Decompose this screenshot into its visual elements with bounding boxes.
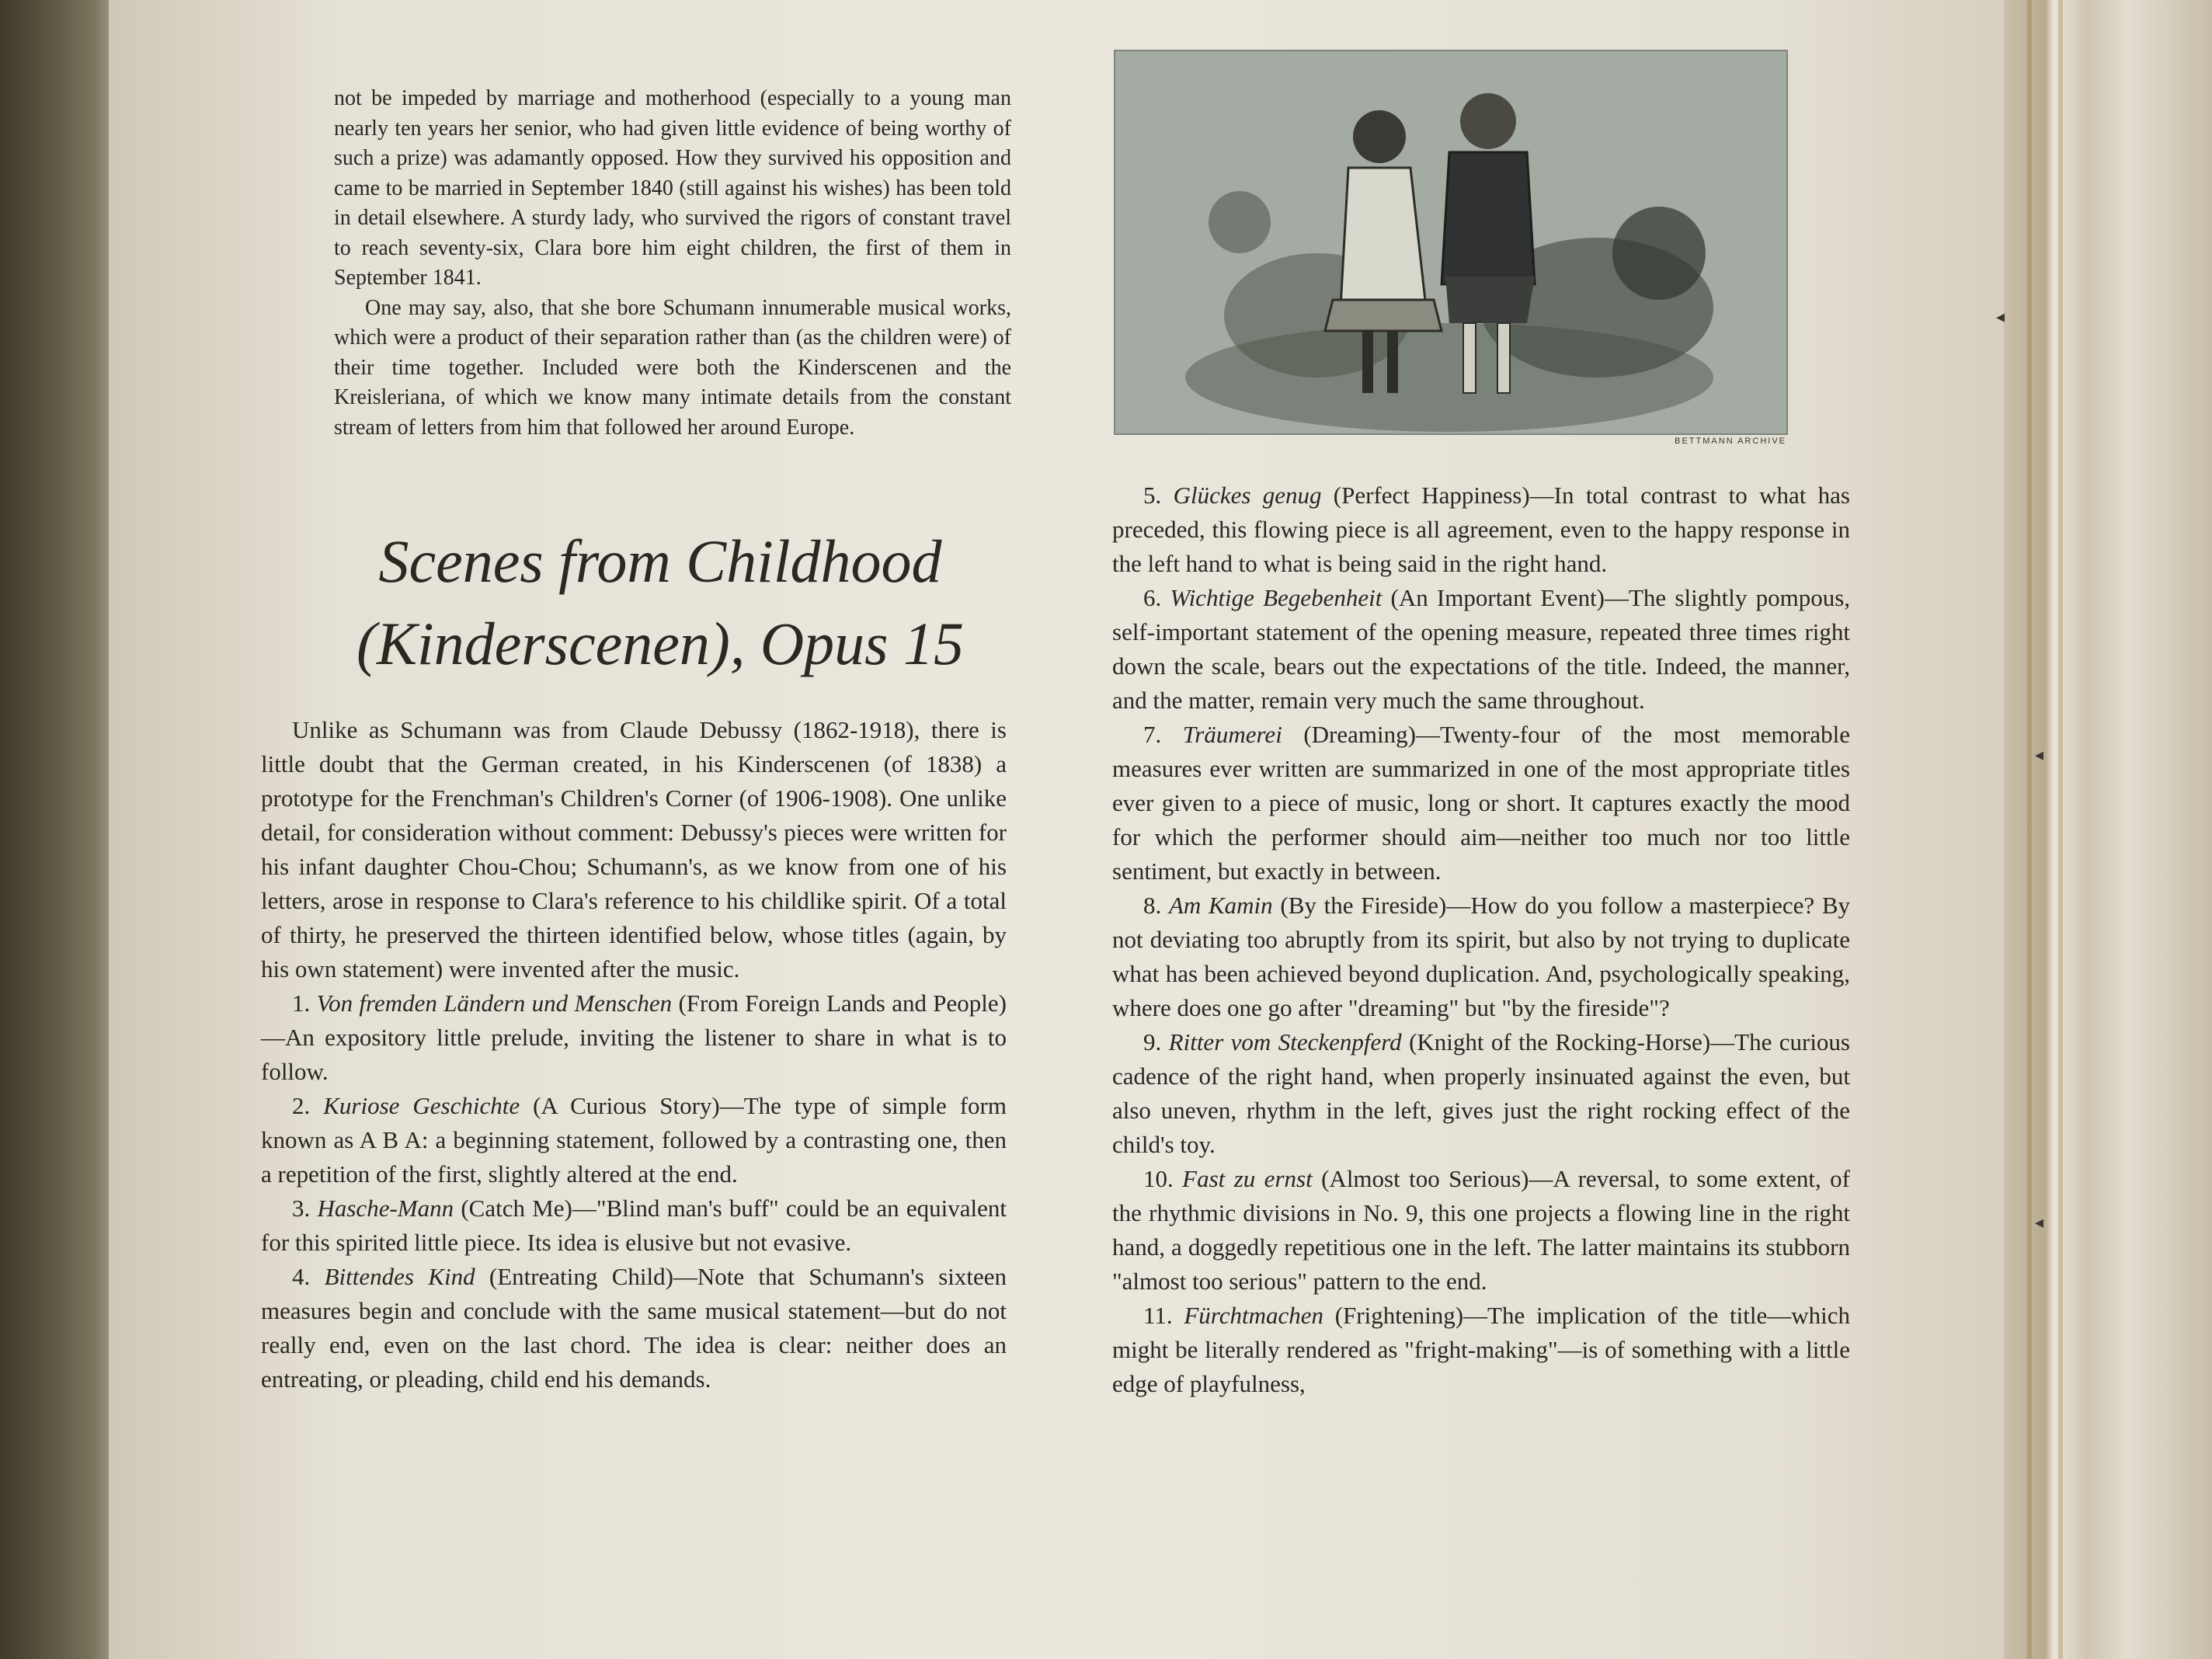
page-edge-line [2058, 0, 2063, 1659]
page-edge-line [2027, 0, 2032, 1659]
page-stack-edge [2004, 0, 2212, 1659]
item-title: Kuriose Geschichte [323, 1092, 520, 1119]
item-text: (By the Fireside)—How do you follow a masterpiece? By not deviating too abruptly from its spirit, but also by not trying to duplicate what has been achieved beyond duplication. And, psychologically speaking, where does one go after "dreaming" but "by the fireside"? [1112, 892, 1851, 1021]
item-title: Am Kamin [1168, 892, 1273, 919]
list-item [1112, 889, 1850, 1025]
section-title [256, 520, 1064, 685]
list-item [1112, 1299, 1850, 1401]
item-title: Ritter vom Steckenpferd [1168, 1028, 1402, 1056]
engraving-illustration [1114, 50, 1788, 435]
intro-paragraph-2: One may say, also, that she bore Schumann innumerable musical works, which were a product of their separation rather than (as the children were) of their time together. Included were both the Kinderscenen and the Kreisleriana, of which we know many intimate details from the constant stream of letters from him that followed her around Europe. [334, 295, 1011, 440]
item-text: (Frightening)—The implication of the title—which might be literally rendered as "fright-making"—is of something with a little edge of playfulness, [1112, 1302, 1850, 1397]
item-title: Von fremden Ländern und Menschen [316, 989, 673, 1017]
list-item [1112, 718, 1850, 889]
book-spine-shadow [0, 0, 117, 1659]
list-item [1112, 581, 1850, 718]
item-title: Träumerei [1182, 721, 1282, 748]
item-text: (Perfect Happiness)—In total contrast to what has preceded, this flowing piece is all agreement, even to the happy response in the left hand to what is being said in the right hand. [1112, 482, 1850, 577]
item-number: 9. [1143, 1028, 1162, 1056]
intro-paragraph-1: not be impeded by marriage and motherhood (especially to a young man nearly ten years her senior, who had given little evidence of being worthy of such a prize) was adamantly opposed. How they survived his opposition and came to be married in September 1840 (still against his wishes) has been told in detail elsewhere. A sturdy lady, who survived the rigors of constant travel to reach seventy-six, Clara bore him eight children, the first of them in September 1841. [334, 86, 1011, 290]
children-engraving-image [1115, 51, 1786, 433]
section-title-line-2: (Kinderscenen), Opus 15 [356, 610, 965, 677]
item-number: 4. [292, 1263, 311, 1290]
body-paragraph: Unlike as Schumann was from Claude Debussy (1862-1918), there is little doubt that the German created, in his Kinderscenen (of 1838) a prototype for the Frenchman's Children's Corner (of 1906-1908). One unlike detail, for consideration without comment: Debussy's pieces were written for his infant daughter Chou-Chou; Schumann's, as we know from one of his letters, arose in response to Clara's reference to his childlike spirit. Of a total of thirty, he preserved the thirteen identified below, whose titles (again, by his own statement) were invented after the music. [261, 716, 1007, 983]
item-title: Glückes genug [1173, 482, 1322, 509]
item-title: Wichtige Begebenheit [1170, 584, 1382, 611]
item-text: (Almost too Serious)—A reversal, to some extent, of the rhythmic divisions in No. 9, this one projects a flowing line in the right hand, a doggedly repetitious one in the left. The latter maintains its stubborn "almost too serious" pattern to the end. [1112, 1165, 1850, 1295]
list-item [261, 1089, 1007, 1191]
item-number: 3. [292, 1195, 311, 1222]
list-item [261, 1191, 1007, 1260]
page-tab-mark: ◂ [2035, 746, 2044, 765]
item-number: 8. [1143, 892, 1162, 919]
item-text: (Knight of the Rocking-Horse)—The curious cadence of the right hand, when properly insinuated against the even, but also uneven, rhythm in the left, gives just the right rocking effect of the child's toy. [1112, 1028, 1850, 1158]
item-text: (An Important Event)—The slightly pompous, self-important statement of the opening measure, repeated three times right down the scale, bears out the expectations of the title. Indeed, the manner, and the matter, remain very much the same throughout. [1112, 584, 1851, 714]
left-body [261, 713, 1007, 1396]
item-number: 2. [292, 1092, 311, 1119]
list-item [261, 986, 1007, 1089]
section-title-line-1: Scenes from Childhood [378, 527, 942, 595]
item-text: (Dreaming)—Twenty-four of the most memorable measures ever written are summarized in one of the most appropriate titles ever given to a piece of music, long or short. It captures exactly the mood for which the performer should aim—neither too much nor too little sentiment, but exactly in between. [1112, 721, 1850, 885]
item-number: 1. [292, 989, 311, 1017]
right-body [1112, 478, 1850, 1401]
list-item [1112, 478, 1850, 581]
image-credit: BETTMANN ARCHIVE [1675, 436, 1786, 446]
page-tab-mark: ◂ [1996, 308, 2005, 327]
item-text: (Entreating Child)—Note that Schumann's sixteen measures begin and conclude with the same musical statement—but do not really end, even on the last chord. The idea is clear: neither does an entreating, or pleading, child end his demands. [261, 1263, 1007, 1393]
item-number: 7. [1143, 721, 1162, 748]
item-number: 10. [1143, 1165, 1174, 1192]
item-number: 6. [1143, 584, 1162, 611]
list-item [261, 1260, 1007, 1396]
item-number: 11. [1143, 1302, 1173, 1329]
list-item [1112, 1162, 1850, 1299]
item-title: Fast zu ernst [1182, 1165, 1313, 1192]
item-text: (A Curious Story)—The type of simple form known as A B A: a beginning statement, followed by a contrasting one, then a repetition of the first, slightly altered at the end. [261, 1092, 1007, 1188]
item-text: (From Foreign Lands and People)—An expository little prelude, inviting the listener to share in what is to follow. [261, 989, 1007, 1085]
item-title: Fürchtmachen [1184, 1302, 1323, 1329]
list-item [1112, 1025, 1850, 1162]
intro-text [334, 84, 1011, 443]
item-text: (Catch Me)—"Blind man's buff" could be an equivalent for this spirited little piece. Its idea is elusive but not evasive. [261, 1195, 1007, 1256]
item-number: 5. [1143, 482, 1162, 509]
page-tab-mark: ◂ [2035, 1213, 2044, 1233]
item-title: Hasche-Mann [317, 1195, 454, 1222]
item-title: Bittendes Kind [324, 1263, 475, 1290]
